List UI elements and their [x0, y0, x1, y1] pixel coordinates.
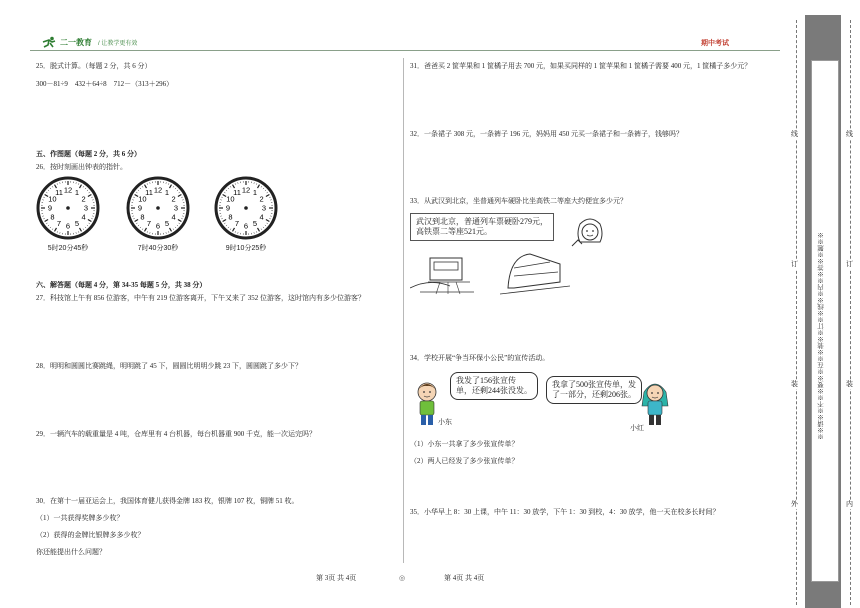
q34-name-xiaohong: 小红 [630, 424, 644, 432]
page-center-mark-icon: ◎ [399, 574, 406, 582]
slogan: / 让教学更有效 [98, 40, 138, 47]
binding-inner-char: 装 [846, 380, 853, 388]
clock-number: 5 [252, 219, 258, 229]
exam-label: 期中考试 [701, 40, 729, 47]
clock-number: 3 [261, 203, 267, 213]
clock-number: 2 [81, 194, 86, 204]
q34-sub2: （2）两人已经发了多少张宣传单？ [410, 457, 519, 465]
clock-row [36, 176, 296, 256]
q35-text: 35．小华早上 8：30 上课，中午 11：30 放学，下午 1：30 到校，4：30 放学，他一天在校多长时间？ [410, 508, 720, 516]
clock-number: 1 [164, 188, 170, 198]
q28-text: 28．明明和圆圆比赛跳绳，明明跳了 45 下，圆圆比明明少跳 23 下，圆圆跳了多少下？ [36, 362, 302, 370]
clock-number: 9 [225, 203, 231, 213]
clock-face-icon [214, 176, 278, 240]
clock-number: 2 [259, 194, 264, 204]
q30-sub1: （1）一共获得奖牌多少枚？ [36, 514, 124, 522]
q34-bubble1-line2: 单，还剩244张没发。 [456, 386, 532, 395]
q26-title: 26．按时刻画出钟表的指针。 [36, 163, 127, 171]
q31-text: 31．爸爸买 2 筐苹果和 1 筐橘子用去 700 元，如果买同样的 1 筐苹果和 1 筐橘子需要 400 元，1 筐橘子多少元？ [410, 62, 752, 70]
clock-number: 6 [155, 221, 161, 231]
clock-2 [126, 176, 196, 253]
q34-bubble2-line2: 了一部分，还剩206张。 [552, 390, 636, 399]
clock-number: 4 [259, 212, 264, 222]
binding-inner-char: 内 [846, 500, 853, 508]
section-5-heading: 五、作图题（每题 2 分，共 6 分） [36, 150, 141, 158]
girl-xiaohong-illustration [638, 378, 672, 428]
q30-title: 30．在第十一届亚运会上，我国体育健儿获得金牌 183 枚，银牌 107 枚，铜牌 51 枚。 [36, 497, 299, 505]
clock-caption: 9时10分25秒 [225, 245, 267, 252]
runner-logo-icon [40, 36, 58, 48]
clock-number: 9 [47, 203, 53, 213]
header-divider [30, 50, 780, 51]
q33-ticket-box [410, 213, 554, 241]
footer-page-right: 第 4页 共 4页 [444, 574, 485, 582]
clock-number: 11 [233, 188, 241, 198]
clock-number: 3 [173, 203, 179, 213]
clock-number: 9 [137, 203, 143, 213]
clock-number: 8 [50, 212, 55, 222]
clock-number: 11 [145, 188, 153, 198]
clock-number: 2 [171, 194, 176, 204]
q34-bubble-xiaohong [546, 376, 642, 404]
clock-number: 11 [55, 188, 63, 198]
trains-illustration [410, 248, 570, 296]
q34-text: 34．学校开展“争当环保小公民”的宣传活动。 [410, 354, 550, 362]
binding-outer-char: 外 [791, 500, 798, 508]
q34-bubble1-line1: 我发了156张宣传 [456, 376, 516, 385]
clock-number: 7 [146, 219, 152, 229]
binding-outer-char: 装 [791, 380, 798, 388]
q27-text: 27．科技馆上午有 856 位游客，中午有 219 位游客离开，下午又来了 352 位游客，这时馆内有多少位游客？ [36, 294, 365, 302]
clock-number: 6 [243, 221, 249, 231]
binding-notice: ※※请※※不※※要※※在※※装※※订※※线※※内※※答※※题※※ [818, 232, 825, 440]
q34-bubble-xiaodong [450, 372, 538, 400]
clock-number: 3 [83, 203, 89, 213]
clock-number: 4 [171, 212, 176, 222]
clock-number: 8 [140, 212, 145, 222]
clock-number: 12 [63, 185, 73, 195]
clock-caption: 5时20分45秒 [47, 245, 89, 252]
clock-number: 7 [234, 219, 240, 229]
clock-number: 6 [65, 221, 71, 231]
clock-face-icon [126, 176, 190, 240]
binding-outer-char: 订 [791, 260, 798, 268]
logo [40, 36, 137, 48]
q34-name-xiaodong: 小东 [438, 418, 452, 426]
binding-inner-char: 订 [846, 260, 853, 268]
clock-number: 10 [226, 194, 235, 204]
clock-number: 4 [81, 212, 86, 222]
clock-caption: 7时40分30秒 [137, 245, 179, 252]
clock-number: 10 [138, 194, 147, 204]
q33-ticket-line2: 高铁票二等座521元。 [416, 227, 492, 236]
clock-number: 8 [228, 212, 233, 222]
footer-page-left: 第 3页 共 4页 [316, 574, 357, 582]
clock-number: 12 [241, 185, 251, 195]
q30-sub3: 你还能提出什么问题？ [36, 548, 106, 556]
q34-sub1: （1）小东一共拿了多少张宣传单？ [410, 440, 519, 448]
logo-text: 二一教育 [60, 37, 92, 47]
q33-text: 33．从武汉到北京，坐普通列车硬卧比坐高铁二等座大约便宜多少元？ [410, 197, 627, 205]
q29-text: 29．一辆汽车的载重量是 4 吨，仓库里有 4 台机器，每台机器重 900 千克，能一次运完吗？ [36, 430, 316, 438]
clock-3 [214, 176, 284, 253]
clock-number: 1 [74, 188, 80, 198]
clock-1 [36, 176, 106, 253]
section-6-heading: 六、解答题（每题 4 分，第 34-35 每题 5 分，共 38 分） [36, 281, 207, 289]
binding-inner-char: 线 [846, 130, 853, 138]
clock-number: 5 [164, 219, 170, 229]
inner-binding-line [850, 20, 851, 605]
q30-sub2: （2）获得的金牌比银牌多多少枚？ [36, 531, 145, 539]
clock-number: 1 [252, 188, 258, 198]
q25-title: 25．脱式计算。（每题 2 分，共 6 分） [36, 62, 152, 70]
q33-ticket-line1: 武汉到北京，普通列车票硬卧279元， [416, 217, 548, 226]
column-divider [403, 58, 404, 563]
q34-bubble2-line1: 我拿了500张宣传单，发 [552, 380, 636, 389]
outer-binding-line [796, 20, 797, 605]
q32-text: 32．一条裙子 308 元，一条裤子 196 元，妈妈用 450 元买一条裙子和一条裤子，钱够吗？ [410, 130, 683, 138]
clock-number: 5 [74, 219, 80, 229]
clock-face-icon [36, 176, 100, 240]
binding-outer-char: 线 [791, 130, 798, 138]
clock-number: 12 [153, 185, 163, 195]
clock-number: 7 [56, 219, 62, 229]
girl-illustration [566, 216, 610, 252]
q25-expressions: 300－81÷9 432＋64÷8 712－（313＋296） [36, 80, 174, 88]
clock-number: 10 [48, 194, 57, 204]
